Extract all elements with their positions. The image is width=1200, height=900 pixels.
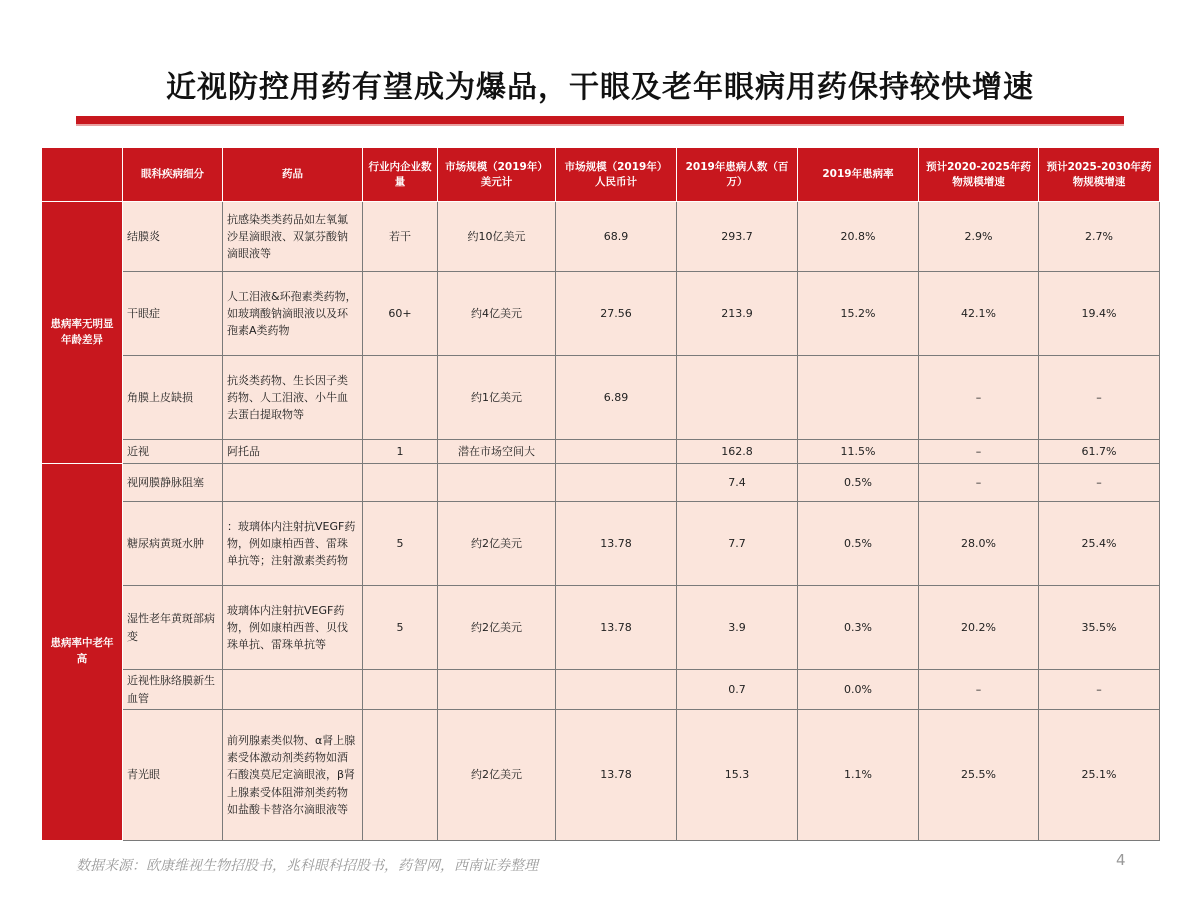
cell-patients: 7.7 <box>677 502 798 586</box>
table-row <box>42 586 1160 670</box>
cell-growth-2025: 25.5% <box>919 710 1039 841</box>
cell-disease: 糖尿病黄斑水肿 <box>123 502 223 586</box>
cell-growth-2025: 20.2% <box>919 586 1039 670</box>
header-row <box>42 148 1160 202</box>
cell-market-usd: 约2亿美元 <box>438 586 556 670</box>
table-row <box>42 356 1160 440</box>
cell-growth-2025: – <box>919 464 1039 502</box>
cell-drug: 人工泪液&环孢素类药物，如玻璃酸钠滴眼液以及环孢素A类药物 <box>223 272 363 356</box>
title-underline <box>76 116 1124 124</box>
cell-drug: ：玻璃体内注射抗VEGF药物，例如康柏西普、雷珠单抗等；注射激素类药物 <box>223 502 363 586</box>
table-row <box>42 502 1160 586</box>
cell-prevalence: 11.5% <box>798 440 919 464</box>
cell-market-rmb: 13.78 <box>556 502 677 586</box>
cell-prevalence: 0.5% <box>798 502 919 586</box>
table-row <box>42 670 1160 710</box>
cell-growth-2030: 19.4% <box>1039 272 1160 356</box>
header-market-rmb: 市场规模（2019年）人民币计 <box>556 148 677 202</box>
cell-firms <box>363 670 438 710</box>
cell-prevalence: 0.3% <box>798 586 919 670</box>
header-growth-2030: 预计2025-2030年药物规模增速 <box>1039 148 1160 202</box>
table-row <box>42 440 1160 464</box>
cell-market-rmb <box>556 670 677 710</box>
header-firms: 行业内企业数量 <box>363 148 438 202</box>
cell-patients: 0.7 <box>677 670 798 710</box>
cell-market-rmb <box>556 440 677 464</box>
cell-growth-2030: – <box>1039 670 1160 710</box>
cell-growth-2030: 25.4% <box>1039 502 1160 586</box>
cell-market-rmb: 13.78 <box>556 710 677 841</box>
cell-disease: 近视 <box>123 440 223 464</box>
header-drug: 药品 <box>223 148 363 202</box>
cell-growth-2025: – <box>919 440 1039 464</box>
cell-patients: 293.7 <box>677 202 798 272</box>
cell-market-usd: 约10亿美元 <box>438 202 556 272</box>
cell-drug <box>223 670 363 710</box>
cell-prevalence: 0.5% <box>798 464 919 502</box>
cell-market-usd <box>438 464 556 502</box>
cell-patients: 7.4 <box>677 464 798 502</box>
page-title: 近视防控用药有望成为爆品，干眼及老年眼病用药保持较快增速 <box>166 70 1034 105</box>
cell-growth-2030: 25.1% <box>1039 710 1160 841</box>
cell-prevalence: 15.2% <box>798 272 919 356</box>
header-market-usd: 市场规模（2019年）美元计 <box>438 148 556 202</box>
cell-growth-2025: 28.0% <box>919 502 1039 586</box>
cell-firms <box>363 710 438 841</box>
cell-market-usd: 潜在市场空间大 <box>438 440 556 464</box>
group-label-no-age-difference: 患病率无明显年龄差异 <box>42 202 123 464</box>
cell-prevalence <box>798 356 919 440</box>
cell-growth-2030: 61.7% <box>1039 440 1160 464</box>
cell-market-usd: 约2亿美元 <box>438 710 556 841</box>
cell-growth-2025: 42.1% <box>919 272 1039 356</box>
title-underline-shadow <box>76 124 1124 126</box>
cell-patients: 15.3 <box>677 710 798 841</box>
cell-market-usd: 约1亿美元 <box>438 356 556 440</box>
eye-disease-market-table <box>41 147 1160 841</box>
cell-disease: 视网膜静脉阻塞 <box>123 464 223 502</box>
cell-market-rmb: 13.78 <box>556 586 677 670</box>
cell-prevalence: 0.0% <box>798 670 919 710</box>
header-patients: 2019年患病人数（百万） <box>677 148 798 202</box>
page-number: 4 <box>1116 851 1126 869</box>
cell-disease: 湿性老年黄斑部病变 <box>123 586 223 670</box>
cell-prevalence: 1.1% <box>798 710 919 841</box>
cell-firms: 5 <box>363 586 438 670</box>
cell-drug: 抗炎类药物、生长因子类药物、人工泪液、小牛血去蛋白提取物等 <box>223 356 363 440</box>
cell-drug: 玻璃体内注射抗VEGF药物，例如康柏西普、贝伐珠单抗、雷珠单抗等 <box>223 586 363 670</box>
cell-patients: 162.8 <box>677 440 798 464</box>
source-note: 数据来源：欧康维视生物招股书，兆科眼科招股书，药智网，西南证券整理 <box>76 858 538 874</box>
table-row <box>42 272 1160 356</box>
cell-drug: 前列腺素类似物、α肾上腺素受体激动剂类药物如酒石酸溴莫尼定滴眼液，β肾上腺素受体阻滞剂类药物如盐酸卡替洛尔滴眼液等 <box>223 710 363 841</box>
table-row <box>42 202 1160 272</box>
cell-disease: 近视性脉络膜新生血管 <box>123 670 223 710</box>
cell-firms: 若干 <box>363 202 438 272</box>
cell-patients: 213.9 <box>677 272 798 356</box>
cell-market-usd: 约4亿美元 <box>438 272 556 356</box>
cell-growth-2030: 35.5% <box>1039 586 1160 670</box>
cell-patients <box>677 356 798 440</box>
cell-disease: 结膜炎 <box>123 202 223 272</box>
cell-firms: 5 <box>363 502 438 586</box>
cell-market-rmb <box>556 464 677 502</box>
cell-disease: 角膜上皮缺损 <box>123 356 223 440</box>
table-row <box>42 710 1160 841</box>
cell-patients: 3.9 <box>677 586 798 670</box>
cell-firms: 60+ <box>363 272 438 356</box>
cell-growth-2025: – <box>919 356 1039 440</box>
cell-firms <box>363 464 438 502</box>
cell-prevalence: 20.8% <box>798 202 919 272</box>
cell-market-rmb: 27.56 <box>556 272 677 356</box>
table-row <box>42 464 1160 502</box>
header-group <box>42 148 123 202</box>
header-prevalence: 2019年患病率 <box>798 148 919 202</box>
cell-firms: 1 <box>363 440 438 464</box>
cell-market-usd: 约2亿美元 <box>438 502 556 586</box>
cell-market-rmb: 6.89 <box>556 356 677 440</box>
cell-disease: 干眼症 <box>123 272 223 356</box>
header-growth-2025: 预计2020-2025年药物规模增速 <box>919 148 1039 202</box>
header-disease: 眼科疾病细分 <box>123 148 223 202</box>
cell-firms <box>363 356 438 440</box>
cell-growth-2030: 2.7% <box>1039 202 1160 272</box>
cell-market-rmb: 68.9 <box>556 202 677 272</box>
cell-disease: 青光眼 <box>123 710 223 841</box>
cell-growth-2025: 2.9% <box>919 202 1039 272</box>
cell-drug <box>223 464 363 502</box>
cell-growth-2025: – <box>919 670 1039 710</box>
cell-drug: 阿托品 <box>223 440 363 464</box>
cell-growth-2030: – <box>1039 464 1160 502</box>
cell-market-usd <box>438 670 556 710</box>
cell-drug: 抗感染类类药品如左氧氟沙星滴眼液、双氯芬酸钠滴眼液等 <box>223 202 363 272</box>
cell-growth-2030: – <box>1039 356 1160 440</box>
group-label-higher-in-elderly: 患病率中老年高 <box>42 464 123 841</box>
